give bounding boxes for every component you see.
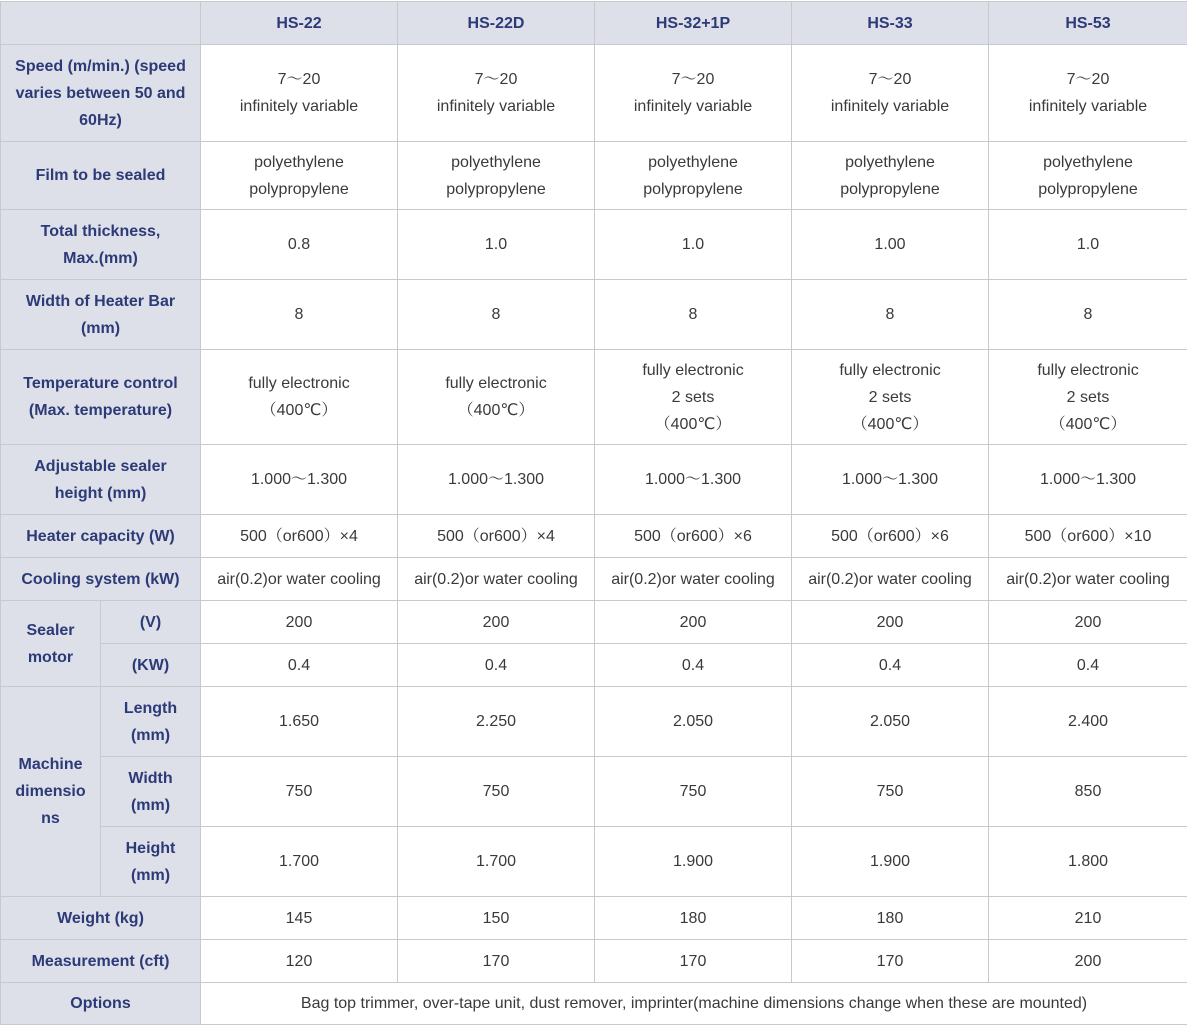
value-cell <box>398 601 595 644</box>
cell-line: 1.800 <box>993 848 1183 875</box>
value-cell <box>201 897 398 940</box>
value-cell <box>989 350 1187 445</box>
cell-line: 1.000～1.300 <box>205 466 393 493</box>
cell-line: infinitely variable <box>402 93 590 120</box>
value-cell <box>201 827 398 897</box>
row-label-measurement <box>1 940 201 983</box>
cell-line: infinitely variable <box>993 93 1183 120</box>
row-label-speed <box>1 45 201 142</box>
row-label-cooling <box>1 558 201 601</box>
value-cell <box>595 757 792 827</box>
cell-line: 8 <box>402 301 590 328</box>
value-cell <box>398 45 595 142</box>
cell-line: Height <box>105 835 196 862</box>
cell-line: 200 <box>993 948 1183 975</box>
row-thickness <box>1 210 1187 280</box>
cell-line: 1.650 <box>205 708 393 735</box>
value-cell <box>201 280 398 350</box>
value-cell <box>201 757 398 827</box>
cell-line: air(0.2)or water cooling <box>796 566 984 593</box>
cell-line: polypropylene <box>599 176 787 203</box>
sub-label <box>101 687 201 757</box>
cell-line: 8 <box>796 301 984 328</box>
cell-line: Max.(mm) <box>5 245 196 272</box>
cell-line: 8 <box>599 301 787 328</box>
sub-label <box>101 757 201 827</box>
row-speed <box>1 45 1187 142</box>
value-cell <box>398 350 595 445</box>
cell-line: fully electronic <box>796 357 984 384</box>
value-cell <box>792 445 989 515</box>
cell-line: Film to be sealed <box>5 162 196 189</box>
model-header: HS-33 <box>792 2 989 45</box>
value-cell <box>792 644 989 687</box>
cell-line: infinitely variable <box>599 93 787 120</box>
cell-line: dimensio <box>5 778 96 805</box>
cell-line: 180 <box>599 905 787 932</box>
cell-line: 7～20 <box>599 66 787 93</box>
cell-line: 750 <box>599 778 787 805</box>
row-dimensions-1 <box>1 757 1187 827</box>
cell-line: Machine <box>5 751 96 778</box>
value-cell <box>595 897 792 940</box>
value-cell <box>989 280 1187 350</box>
cell-line: 2 sets <box>993 384 1183 411</box>
cell-line: 2.250 <box>402 708 590 735</box>
cell-line: Width <box>105 765 196 792</box>
value-cell <box>398 210 595 280</box>
row-sealer-motor-0 <box>1 601 1187 644</box>
cell-line: infinitely variable <box>205 93 393 120</box>
cell-line: air(0.2)or water cooling <box>205 566 393 593</box>
sub-label <box>101 644 201 687</box>
value-cell <box>989 558 1187 601</box>
value-cell <box>792 280 989 350</box>
row-heater-width <box>1 280 1187 350</box>
cell-line: Temperature control <box>5 370 196 397</box>
cell-line: 60Hz) <box>5 107 196 134</box>
value-cell <box>595 558 792 601</box>
value-cell <box>792 940 989 983</box>
cell-line: Measurement (cft) <box>5 948 196 975</box>
cell-line: 8 <box>205 301 393 328</box>
value-cell <box>792 601 989 644</box>
cell-line: 1.0 <box>993 231 1183 258</box>
cell-line: 500（or600）×4 <box>402 523 590 550</box>
cell-line: air(0.2)or water cooling <box>993 566 1183 593</box>
value-cell <box>989 45 1187 142</box>
cell-line: 170 <box>796 948 984 975</box>
cell-line: 2.050 <box>796 708 984 735</box>
cell-line: 0.8 <box>205 231 393 258</box>
value-cell <box>989 445 1187 515</box>
cell-line: Width of Heater Bar <box>5 288 196 315</box>
value-cell <box>989 687 1187 757</box>
model-header: HS-22D <box>398 2 595 45</box>
value-cell <box>792 897 989 940</box>
value-cell <box>792 350 989 445</box>
value-cell <box>595 644 792 687</box>
cell-line: 750 <box>402 778 590 805</box>
cell-line: 1.700 <box>205 848 393 875</box>
spec-table <box>0 1 1187 1025</box>
value-cell <box>398 280 595 350</box>
cell-line: Adjustable sealer <box>5 453 196 480</box>
cell-line: 7～20 <box>205 66 393 93</box>
cell-line: 8 <box>993 301 1183 328</box>
value-cell <box>201 558 398 601</box>
cell-line: (KW) <box>105 652 196 679</box>
value-cell <box>201 515 398 558</box>
row-film <box>1 142 1187 210</box>
cell-line: （400℃） <box>796 411 984 438</box>
cell-line: 0.4 <box>599 652 787 679</box>
value-cell <box>201 940 398 983</box>
cell-line: 120 <box>205 948 393 975</box>
row-label-heater-width <box>1 280 201 350</box>
cell-line: 2.050 <box>599 708 787 735</box>
cell-line: fully electronic <box>205 370 393 397</box>
cell-line: 1.000～1.300 <box>796 466 984 493</box>
cell-line: varies between 50 and <box>5 80 196 107</box>
cell-line: height (mm) <box>5 480 196 507</box>
cell-line: fully electronic <box>599 357 787 384</box>
cell-line: （400℃） <box>205 397 393 424</box>
value-cell <box>989 515 1187 558</box>
value-cell <box>398 558 595 601</box>
cell-line: (mm) <box>5 315 196 342</box>
cell-line: motor <box>5 644 96 671</box>
value-cell <box>989 644 1187 687</box>
value-cell <box>398 445 595 515</box>
cell-line: (mm) <box>105 792 196 819</box>
cell-line: polypropylene <box>993 176 1183 203</box>
row-options <box>1 983 1187 1025</box>
cell-line: 7～20 <box>993 66 1183 93</box>
cell-line: 200 <box>599 609 787 636</box>
cell-line: 7～20 <box>402 66 590 93</box>
cell-line: （400℃） <box>993 411 1183 438</box>
cell-line: 200 <box>993 609 1183 636</box>
cell-line: (mm) <box>105 862 196 889</box>
row-label-thickness <box>1 210 201 280</box>
row-measurement <box>1 940 1187 983</box>
value-cell <box>595 687 792 757</box>
cell-line: 750 <box>205 778 393 805</box>
cell-line: 1.000～1.300 <box>993 466 1183 493</box>
cell-line: (Max. temperature) <box>5 397 196 424</box>
row-weight <box>1 897 1187 940</box>
cell-line: polypropylene <box>205 176 393 203</box>
cell-line: 1.700 <box>402 848 590 875</box>
cell-line: 1.900 <box>599 848 787 875</box>
value-cell <box>398 687 595 757</box>
value-cell <box>201 644 398 687</box>
row-temperature <box>1 350 1187 445</box>
value-cell <box>595 601 792 644</box>
cell-line: (V) <box>105 609 196 636</box>
cell-line: polyethylene <box>993 149 1183 176</box>
cell-line: 0.4 <box>796 652 984 679</box>
value-cell <box>792 757 989 827</box>
value-cell <box>989 142 1187 210</box>
corner-header <box>1 2 201 45</box>
cell-line: air(0.2)or water cooling <box>599 566 787 593</box>
row-cooling <box>1 558 1187 601</box>
cell-line: polypropylene <box>796 176 984 203</box>
model-header: HS-32+1P <box>595 2 792 45</box>
cell-line: 0.4 <box>205 652 393 679</box>
value-cell <box>792 210 989 280</box>
value-cell <box>989 827 1187 897</box>
cell-line: 200 <box>796 609 984 636</box>
row-dimensions-0 <box>1 687 1187 757</box>
cell-line: 7～20 <box>796 66 984 93</box>
value-cell <box>398 897 595 940</box>
value-cell <box>989 897 1187 940</box>
value-cell <box>595 280 792 350</box>
value-cell <box>595 210 792 280</box>
model-header: HS-22 <box>201 2 398 45</box>
row-label-options <box>1 983 201 1025</box>
cell-line: 1.0 <box>402 231 590 258</box>
cell-line: Total thickness, <box>5 218 196 245</box>
cell-line: fully electronic <box>993 357 1183 384</box>
cell-line: 210 <box>993 905 1183 932</box>
value-cell <box>792 827 989 897</box>
value-cell <box>201 142 398 210</box>
value-cell <box>398 644 595 687</box>
cell-line: 2 sets <box>599 384 787 411</box>
row-label-film <box>1 142 201 210</box>
cell-line: polypropylene <box>402 176 590 203</box>
options-value: Bag top trimmer, over-tape unit, dust remover, imprinter(machine dimensions change when these are mounted) <box>201 983 1187 1025</box>
cell-line: 2.400 <box>993 708 1183 735</box>
cell-line: Cooling system (kW) <box>5 566 196 593</box>
value-cell <box>792 687 989 757</box>
cell-line: 500（or600）×6 <box>796 523 984 550</box>
cell-line: 500（or600）×4 <box>205 523 393 550</box>
cell-line: Sealer <box>5 617 96 644</box>
cell-line: 200 <box>402 609 590 636</box>
cell-line: 170 <box>402 948 590 975</box>
value-cell <box>595 45 792 142</box>
row-label-temperature <box>1 350 201 445</box>
cell-line: Heater capacity (W) <box>5 523 196 550</box>
value-cell <box>398 827 595 897</box>
value-cell <box>989 601 1187 644</box>
value-cell <box>595 142 792 210</box>
row-sealer-height <box>1 445 1187 515</box>
model-header: HS-53 <box>989 2 1187 45</box>
cell-line: infinitely variable <box>796 93 984 120</box>
value-cell <box>595 350 792 445</box>
cell-line: 145 <box>205 905 393 932</box>
cell-line: 0.4 <box>993 652 1183 679</box>
cell-line: (mm) <box>105 722 196 749</box>
value-cell <box>201 210 398 280</box>
value-cell <box>792 45 989 142</box>
value-cell <box>398 940 595 983</box>
cell-line: 1.000～1.300 <box>402 466 590 493</box>
cell-line: ns <box>5 805 96 832</box>
value-cell <box>595 445 792 515</box>
cell-line: 200 <box>205 609 393 636</box>
row-dimensions-2 <box>1 827 1187 897</box>
value-cell <box>201 601 398 644</box>
cell-line: air(0.2)or water cooling <box>402 566 590 593</box>
value-cell <box>595 515 792 558</box>
cell-line: fully electronic <box>402 370 590 397</box>
cell-line: 1.00 <box>796 231 984 258</box>
cell-line: 500（or600）×6 <box>599 523 787 550</box>
value-cell <box>398 142 595 210</box>
value-cell <box>989 940 1187 983</box>
cell-line: 1.000～1.300 <box>599 466 787 493</box>
cell-line: 180 <box>796 905 984 932</box>
spec-table-body <box>1 2 1187 1025</box>
cell-line: polyethylene <box>205 149 393 176</box>
cell-line: Speed (m/min.) (speed <box>5 53 196 80</box>
value-cell <box>201 350 398 445</box>
row-sealer-motor-1 <box>1 644 1187 687</box>
value-cell <box>792 558 989 601</box>
row-label-sealer-height <box>1 445 201 515</box>
cell-line: （400℃） <box>599 411 787 438</box>
cell-line: 150 <box>402 905 590 932</box>
cell-line: 750 <box>796 778 984 805</box>
row-label-weight <box>1 897 201 940</box>
cell-line: 2 sets <box>796 384 984 411</box>
cell-line: polyethylene <box>599 149 787 176</box>
sub-label <box>101 601 201 644</box>
value-cell <box>201 45 398 142</box>
value-cell <box>792 142 989 210</box>
cell-line: polyethylene <box>402 149 590 176</box>
group-label-dimensions <box>1 687 101 897</box>
row-heater-capacity <box>1 515 1187 558</box>
cell-line: 850 <box>993 778 1183 805</box>
value-cell <box>595 940 792 983</box>
value-cell <box>201 687 398 757</box>
cell-line: Weight (kg) <box>5 905 196 932</box>
cell-line: 1.0 <box>599 231 787 258</box>
value-cell <box>398 757 595 827</box>
cell-line: 170 <box>599 948 787 975</box>
cell-line: 1.900 <box>796 848 984 875</box>
header-row <box>1 2 1187 45</box>
value-cell <box>398 515 595 558</box>
cell-line: 0.4 <box>402 652 590 679</box>
cell-line: （400℃） <box>402 397 590 424</box>
value-cell <box>792 515 989 558</box>
cell-line: Options <box>5 990 196 1017</box>
value-cell <box>989 210 1187 280</box>
value-cell <box>595 827 792 897</box>
value-cell <box>201 445 398 515</box>
cell-line: Length <box>105 695 196 722</box>
value-cell <box>989 757 1187 827</box>
group-label-sealer-motor <box>1 601 101 687</box>
row-label-heater-capacity <box>1 515 201 558</box>
cell-line: 500（or600）×10 <box>993 523 1183 550</box>
sub-label <box>101 827 201 897</box>
cell-line: polyethylene <box>796 149 984 176</box>
